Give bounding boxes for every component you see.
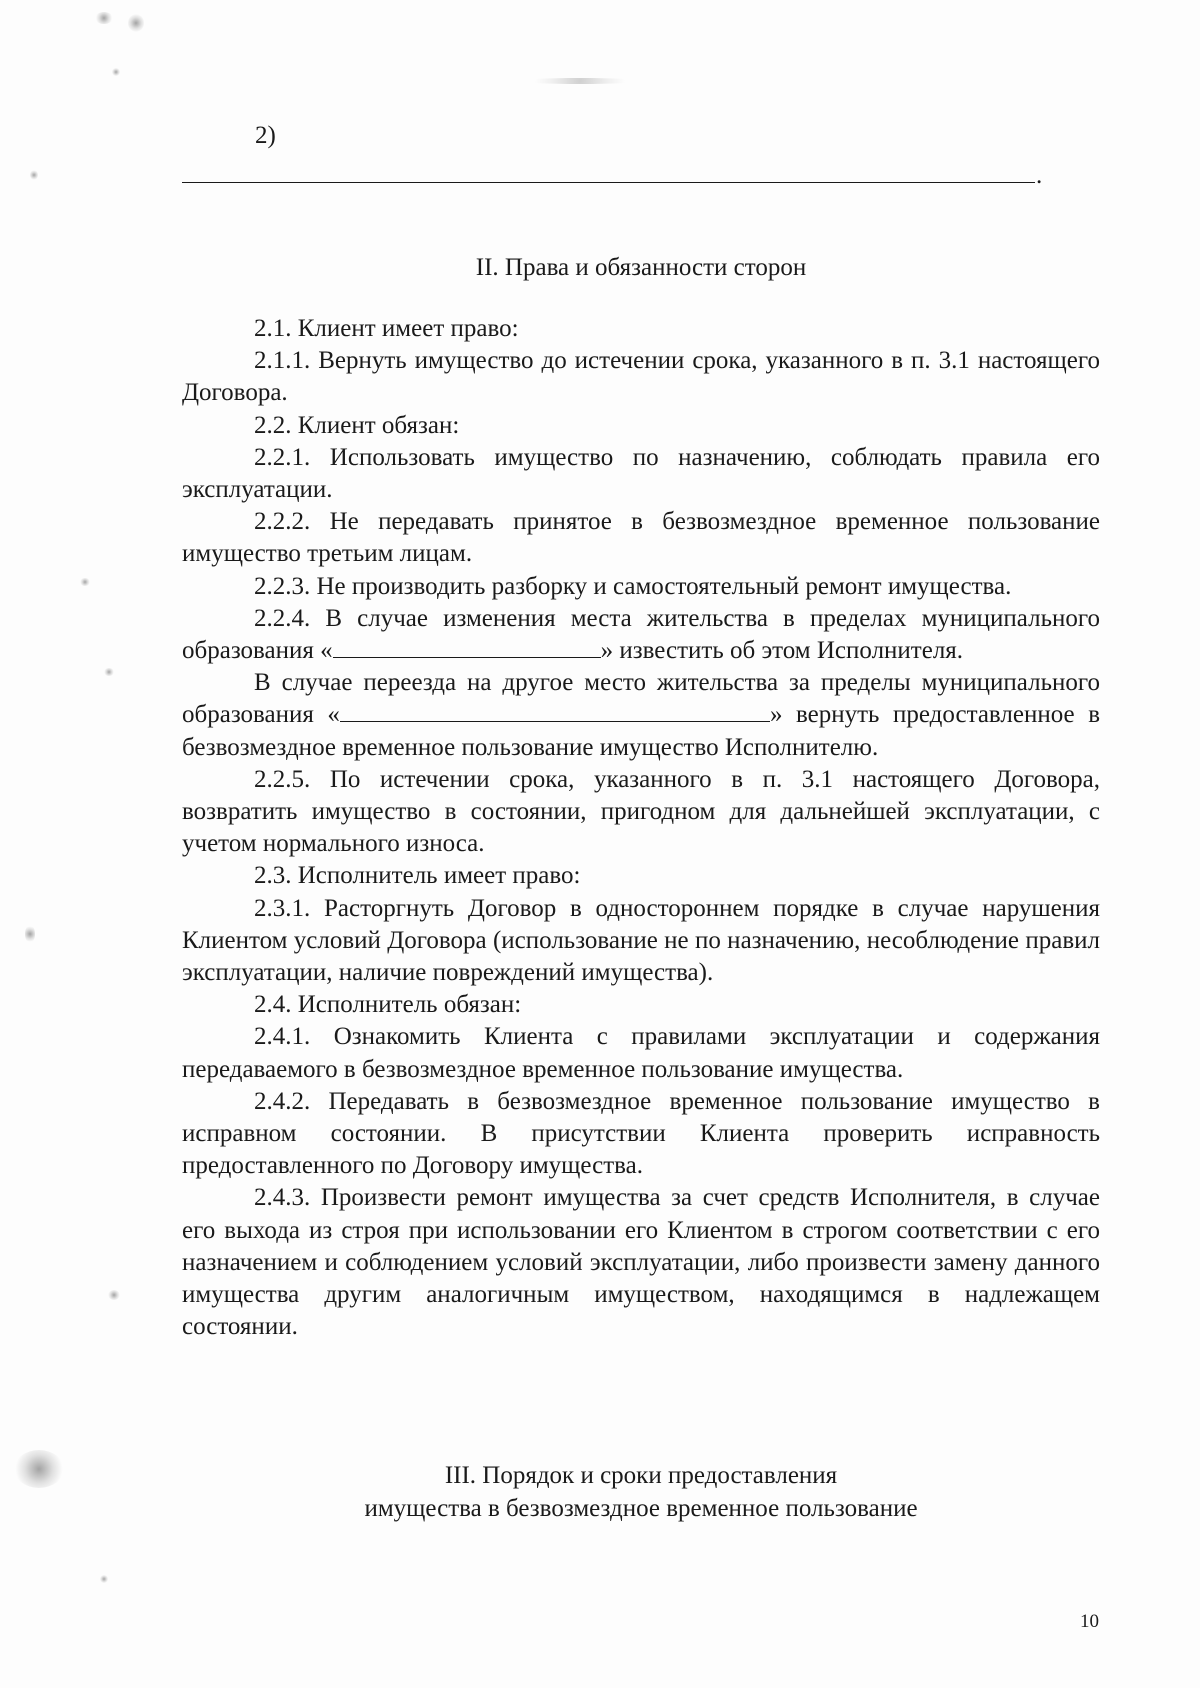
scan-speck [25,925,35,943]
blank-municipality-field [333,635,601,658]
list-item-number: 2) [255,122,276,149]
scan-speck [104,668,114,676]
section-3-heading [182,1460,1100,1525]
paragraph-2-2-1: 2.2.1. Использовать имущество по назначению, соблюдать правила его эксплуатации. [182,443,1100,504]
scan-speck [14,1450,64,1488]
paragraph-2-2: 2.2. Клиент обязан: [254,411,460,439]
paragraph-relocation-start: В случае переезда на другое место жительства за пределы муниципального образования « [182,669,1100,729]
paragraph-2-2-2: 2.2.2. Не передавать принятое в безвозмездное временное пользование имущество третьим лицам. [182,508,1100,568]
paragraph-2-2-4 [182,603,1100,667]
paragraph-2-2-4-start: 2.2.4. В случае изменения места жительства в пределах муниципального образования « [182,604,1100,665]
paragraph-2-1-1: 2.1.1. Вернуть имущество до истечении срока, указанного в п. 3.1 настоящего Договора. [182,347,1100,407]
scan-speck [520,78,640,84]
paragraph-2-1: 2.1. Клиент имеет право: [254,315,519,342]
section-3-heading-line-1: III. Порядок и сроки предоставления [444,1462,838,1489]
paragraph-2-4-2: 2.4.2. Передавать в безвозмездное временное пользование имущество в исправном состоянии. В присутствии Клиента проверить исправность предоставленного по Договору имущества. [182,1087,1100,1180]
paragraph-2-3-1: 2.3.1. Расторгнуть Договор в одностороннем порядке в случае нарушения Клиентом условий Договора (использование не по назначению, несоблюдение правил эксплуатации, наличие повреждений имущества). [182,894,1100,987]
paragraph-2-4: 2.4. Исполнитель обязан: [254,991,522,1019]
blank-municipality-field [340,699,770,722]
paragraph-relocation [182,667,1100,764]
paragraph-2-3: 2.3. Исполнитель имеет право: [254,862,581,890]
blank-fill-line [182,182,1035,183]
paragraph-2-2-4-end: » известить об этом Исполнителя. [600,637,964,665]
scan-speck [112,68,120,76]
section-2-heading: II. Права и обязанности сторон [475,254,807,281]
scan-speck [108,1290,120,1300]
scan-speck [30,170,38,180]
paragraph-2-2-5: 2.2.5. По истечении срока, указанного в п. 3.1 настоящего Договора, возвратить имущество в состоянии, пригодном для дальнейшей эксплуатации, с учетом нормального износа. [182,765,1100,858]
page-number: 10 [1080,1611,1099,1632]
scan-speck [80,578,90,586]
section-2-body [182,313,1100,1344]
paragraph-2-2-3: 2.2.3. Не производить разборку и самостоятельный ремонт имущества. [254,572,1012,600]
paragraph-relocation-end: » вернуть предоставленное в безвозмездное временное пользование имущество Исполнителю. [182,701,1100,761]
section-3-heading-line-2: имущества в безвозмездное временное пользование [364,1494,918,1522]
paragraph-2-4-1: 2.4.1. Ознакомить Клиента с правилами эксплуатации и содержания передаваемого в безвозмездное временное пользование имущества. [182,1023,1100,1083]
blank-fill-period: . [1036,162,1043,189]
scan-speck [100,1575,108,1583]
paragraph-2-4-3: 2.4.3. Произвести ремонт имущества за счет средств Исполнителя, в случае его выхода из строя при использовании его Клиентом в строгом соответствии с его назначением и соблюдением условий эксплуатации, либо произвести замену данного имущества другим аналогичным имуществом, находящимся в надлежащем состоянии. [182,1184,1100,1341]
scan-speck [128,14,144,32]
scan-speck [95,12,113,24]
